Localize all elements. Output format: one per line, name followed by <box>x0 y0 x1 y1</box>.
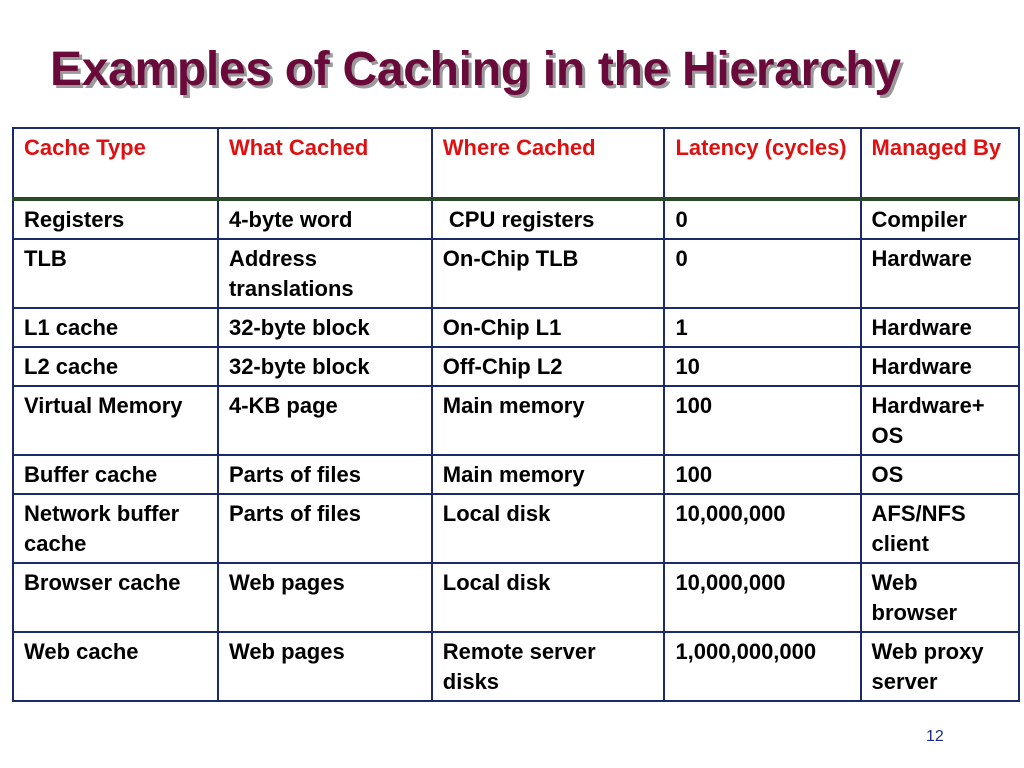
cell-what-cached: 32-byte block <box>218 308 432 347</box>
cell-managed-by: Hardware <box>861 308 1019 347</box>
table-row <box>13 494 1019 563</box>
cell-where-cached: Main memory <box>432 455 665 494</box>
cell-where-cached: CPU registers <box>432 199 665 239</box>
table-row <box>13 199 1019 239</box>
cell-managed-by: Hardware <box>861 347 1019 386</box>
header-cache-type: Cache Type <box>13 128 218 199</box>
cell-what-cached: Parts of files <box>218 455 432 494</box>
cell-where-cached: Local disk <box>432 494 665 563</box>
cache-table-container <box>12 127 1020 702</box>
cell-latency: 10 <box>664 347 860 386</box>
header-what-cached: What Cached <box>218 128 432 199</box>
cell-cache-type: Network buffer cache <box>13 494 218 563</box>
table-row <box>13 386 1019 455</box>
cell-where-cached: On-Chip L1 <box>432 308 665 347</box>
cell-what-cached: 4-byte word <box>218 199 432 239</box>
cell-cache-type: Browser cache <box>13 563 218 632</box>
cell-what-cached: Web pages <box>218 563 432 632</box>
cell-cache-type: L2 cache <box>13 347 218 386</box>
cell-latency: 100 <box>664 386 860 455</box>
cell-what-cached: 4-KB page <box>218 386 432 455</box>
cell-cache-type: Buffer cache <box>13 455 218 494</box>
table-row <box>13 632 1019 701</box>
cell-cache-type: Registers <box>13 199 218 239</box>
cell-where-cached: Local disk <box>432 563 665 632</box>
cell-cache-type: Virtual Memory <box>13 386 218 455</box>
cell-what-cached: Address translations <box>218 239 432 308</box>
cell-cache-type: L1 cache <box>13 308 218 347</box>
header-where-cached: Where Cached <box>432 128 665 199</box>
cell-managed-by: Hardware+ OS <box>861 386 1019 455</box>
cell-what-cached: Parts of files <box>218 494 432 563</box>
cell-cache-type: Web cache <box>13 632 218 701</box>
cell-latency: 10,000,000 <box>664 563 860 632</box>
cell-latency: 0 <box>664 199 860 239</box>
header-managed-by: Managed By <box>861 128 1019 199</box>
cell-where-cached: On-Chip TLB <box>432 239 665 308</box>
cell-what-cached: Web pages <box>218 632 432 701</box>
cell-latency: 1,000,000,000 <box>664 632 860 701</box>
table-row <box>13 308 1019 347</box>
cell-latency: 100 <box>664 455 860 494</box>
page-number: 12 <box>926 728 944 745</box>
cell-latency: 10,000,000 <box>664 494 860 563</box>
cell-what-cached: 32-byte block <box>218 347 432 386</box>
cell-where-cached: Main memory <box>432 386 665 455</box>
cell-where-cached: Off-Chip L2 <box>432 347 665 386</box>
table-row <box>13 455 1019 494</box>
cache-hierarchy-table <box>12 127 1020 702</box>
table-row <box>13 239 1019 308</box>
slide-title: Examples of Caching in the Hierarchy <box>50 43 901 96</box>
cell-managed-by: OS <box>861 455 1019 494</box>
cell-where-cached: Remote server disks <box>432 632 665 701</box>
table-row <box>13 347 1019 386</box>
cell-latency: 0 <box>664 239 860 308</box>
cell-managed-by: Hardware <box>861 239 1019 308</box>
cell-managed-by: Web proxy server <box>861 632 1019 701</box>
cell-cache-type: TLB <box>13 239 218 308</box>
cell-managed-by: Compiler <box>861 199 1019 239</box>
cell-latency: 1 <box>664 308 860 347</box>
cell-managed-by: Web browser <box>861 563 1019 632</box>
header-latency: Latency (cycles) <box>664 128 860 199</box>
table-header-row <box>13 128 1019 199</box>
cell-managed-by: AFS/NFS client <box>861 494 1019 563</box>
table-row <box>13 563 1019 632</box>
